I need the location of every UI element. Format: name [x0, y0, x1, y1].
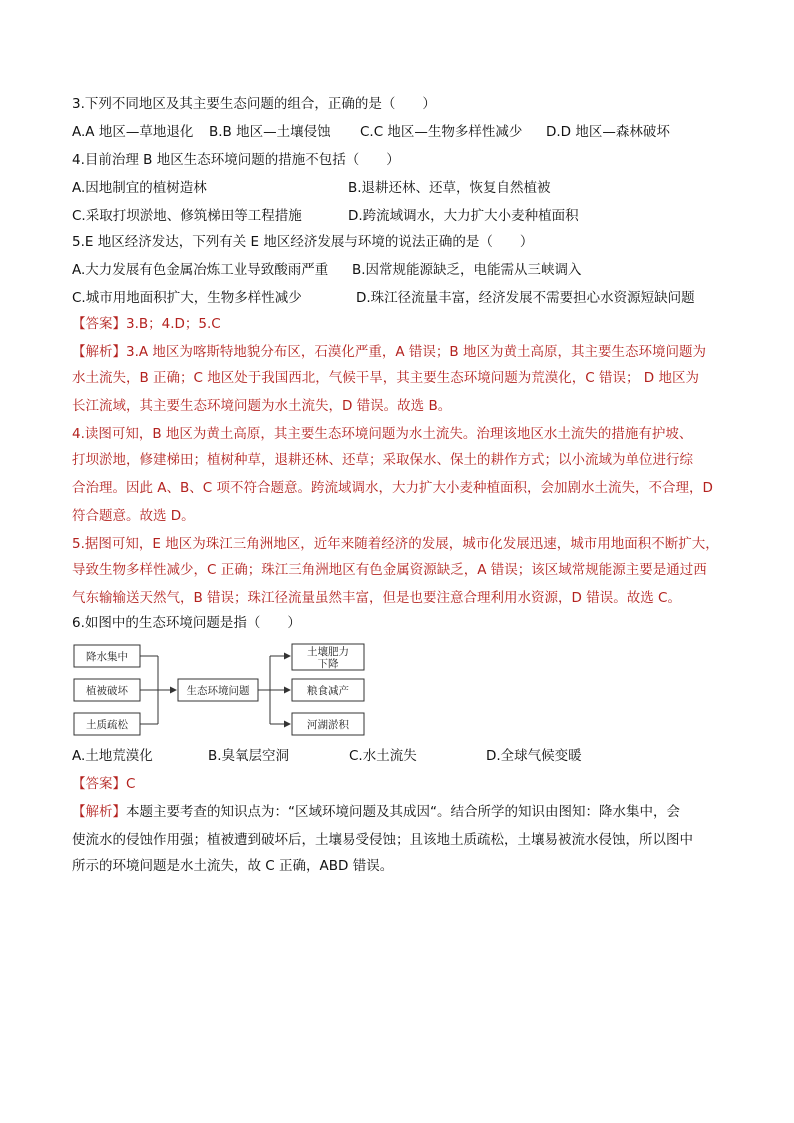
q6-stem: 6.如图中的生态环境问题是指（ ）	[72, 615, 301, 631]
analysis-1-line-8: 5.据图可知，E 地区为珠江三角洲地区，近年来随着经济的发展，城市化发展迅速，城市用地面积不断扩大，	[72, 536, 719, 552]
effect-label-3: 河湖淤积	[307, 719, 349, 731]
q5-option-b: B.因常规能源缺乏，电能需从三峡调入	[352, 262, 582, 278]
q6-option-a: A.土地荒漠化	[72, 748, 153, 764]
q3-option-b: B.B 地区—土壤侵蚀	[209, 124, 331, 140]
analysis-1-line-2: 水土流失，B 正确；C 地区处于我国西北，气候干旱，其主要生态环境问题为荒漠化，C 错误； D 地区为	[72, 370, 699, 386]
cause-label-3: 土质疏松	[86, 719, 128, 731]
cause-effect-diagram	[72, 643, 372, 739]
analysis-2-line-2: 使流水的侵蚀作用强；植被遭到破坏后，土壤易受侵蚀；且该地土质疏松，土壤易被流水侵蚀，所以图中	[72, 832, 693, 848]
effect-label-2: 粮食减产	[307, 685, 349, 697]
q4-stem: 4.目前治理 B 地区生态环境问题的措施不包括（ ）	[72, 152, 400, 168]
analysis-label: 【解析】	[72, 804, 126, 820]
q4-option-d: D.跨流域调水，大力扩大小麦种植面积	[348, 208, 579, 224]
cause-label-2: 植被破坏	[86, 685, 128, 697]
q5-stem: 5.E 地区经济发达，下列有关 E 地区经济发展与环境的说法正确的是（ ）	[72, 234, 534, 250]
answer-text: C	[126, 776, 136, 792]
q5-option-c: C.城市用地面积扩大，生物多样性减少	[72, 290, 302, 306]
analysis-1-line-3: 长江流域，其主要生态环境问题为水土流失，D 错误。故选 B。	[72, 398, 452, 414]
q4-option-c: C.采取打坝淤地、修筑梯田等工程措施	[72, 208, 302, 224]
q3-option-d: D.D 地区—森林破坏	[546, 124, 670, 140]
q3-stem: 3.下列不同地区及其主要生态问题的组合，正确的是（ ）	[72, 96, 436, 112]
q6-option-d: D.全球气候变暖	[486, 748, 582, 764]
answer-block-1	[72, 315, 221, 333]
cause-label-1: 降水集中	[86, 651, 128, 663]
q4-options-row2	[72, 207, 722, 225]
analysis-1-line-6: 合治理。因此 A、B、C 项不符合题意。跨流域调水，大力扩大小麦种植面积，会加剧水土流失，不合理，D	[72, 480, 713, 496]
answer-label: 【答案】	[72, 316, 126, 332]
q5-options-row2	[72, 289, 722, 307]
answer-text: 3.B；4.D；5.C	[126, 316, 221, 332]
analysis-1-line-10: 气东输输送天然气，B 错误；珠江径流量虽然丰富，但是也要注意合理利用水资源，D 错误。故选 C。	[72, 590, 681, 606]
q3-options	[72, 123, 722, 141]
analysis-1-line-7: 符合题意。故选 D。	[72, 508, 195, 524]
q3-option-a: A.A 地区—草地退化	[72, 124, 194, 140]
analysis-1-line-5: 打坝淤地，修建梯田；植树种草，退耕还林、还草；采取保水、保土的耕作方式；以小流域为单位进行综	[72, 452, 693, 468]
analysis-2-line-3: 所示的环境问题是水土流失，故 C 正确，ABD 错误。	[72, 858, 394, 874]
q4-options-row1	[72, 179, 722, 197]
analysis-1-line-4: 4.读图可知，B 地区为黄土高原，其主要生态环境问题为水土流失。治理该地区水土流失的措施有护坡、	[72, 426, 693, 442]
answer-block-2	[72, 775, 135, 793]
q4-option-b: B.退耕还林、还草，恢复自然植被	[348, 180, 551, 196]
q3-option-c: C.C 地区—生物多样性减少	[360, 124, 523, 140]
analysis-1-line-9: 导致生物多样性减少，C 正确；珠江三角洲地区有色金属资源缺乏，A 错误；该区域常规能源主要是通过西	[72, 562, 707, 578]
q4-option-a: A.因地制宜的植树造林	[72, 180, 207, 196]
analysis-block-1-line-1: 【解析】3.A 地区为喀斯特地貌分布区，石漠化严重，A 错误；B 地区为黄土高原，其主要生态环境问题为	[72, 344, 706, 360]
q5-option-d: D.珠江径流量丰富，经济发展不需要担心水资源短缺问题	[356, 290, 695, 306]
q6-option-c: C.水土流失	[349, 748, 417, 764]
analysis-label: 【解析】	[72, 344, 126, 360]
center-label: 生态环境问题	[186, 685, 250, 697]
q5-options-row1	[72, 261, 722, 279]
q6-options	[72, 747, 722, 765]
answer-label: 【答案】	[72, 776, 126, 792]
analysis-block-2-line-1: 【解析】本题主要考查的知识点为：“区域环境问题及其成因“。结合所学的知识由图知：降水集中，会	[72, 804, 680, 820]
q6-option-b: B.臭氧层空洞	[208, 748, 290, 764]
effect-label-1b: 下降	[317, 658, 339, 670]
effect-label-1a: 土壤肥力	[307, 646, 349, 658]
q5-option-a: A.大力发展有色金属冶炼工业导致酸雨严重	[72, 262, 329, 278]
